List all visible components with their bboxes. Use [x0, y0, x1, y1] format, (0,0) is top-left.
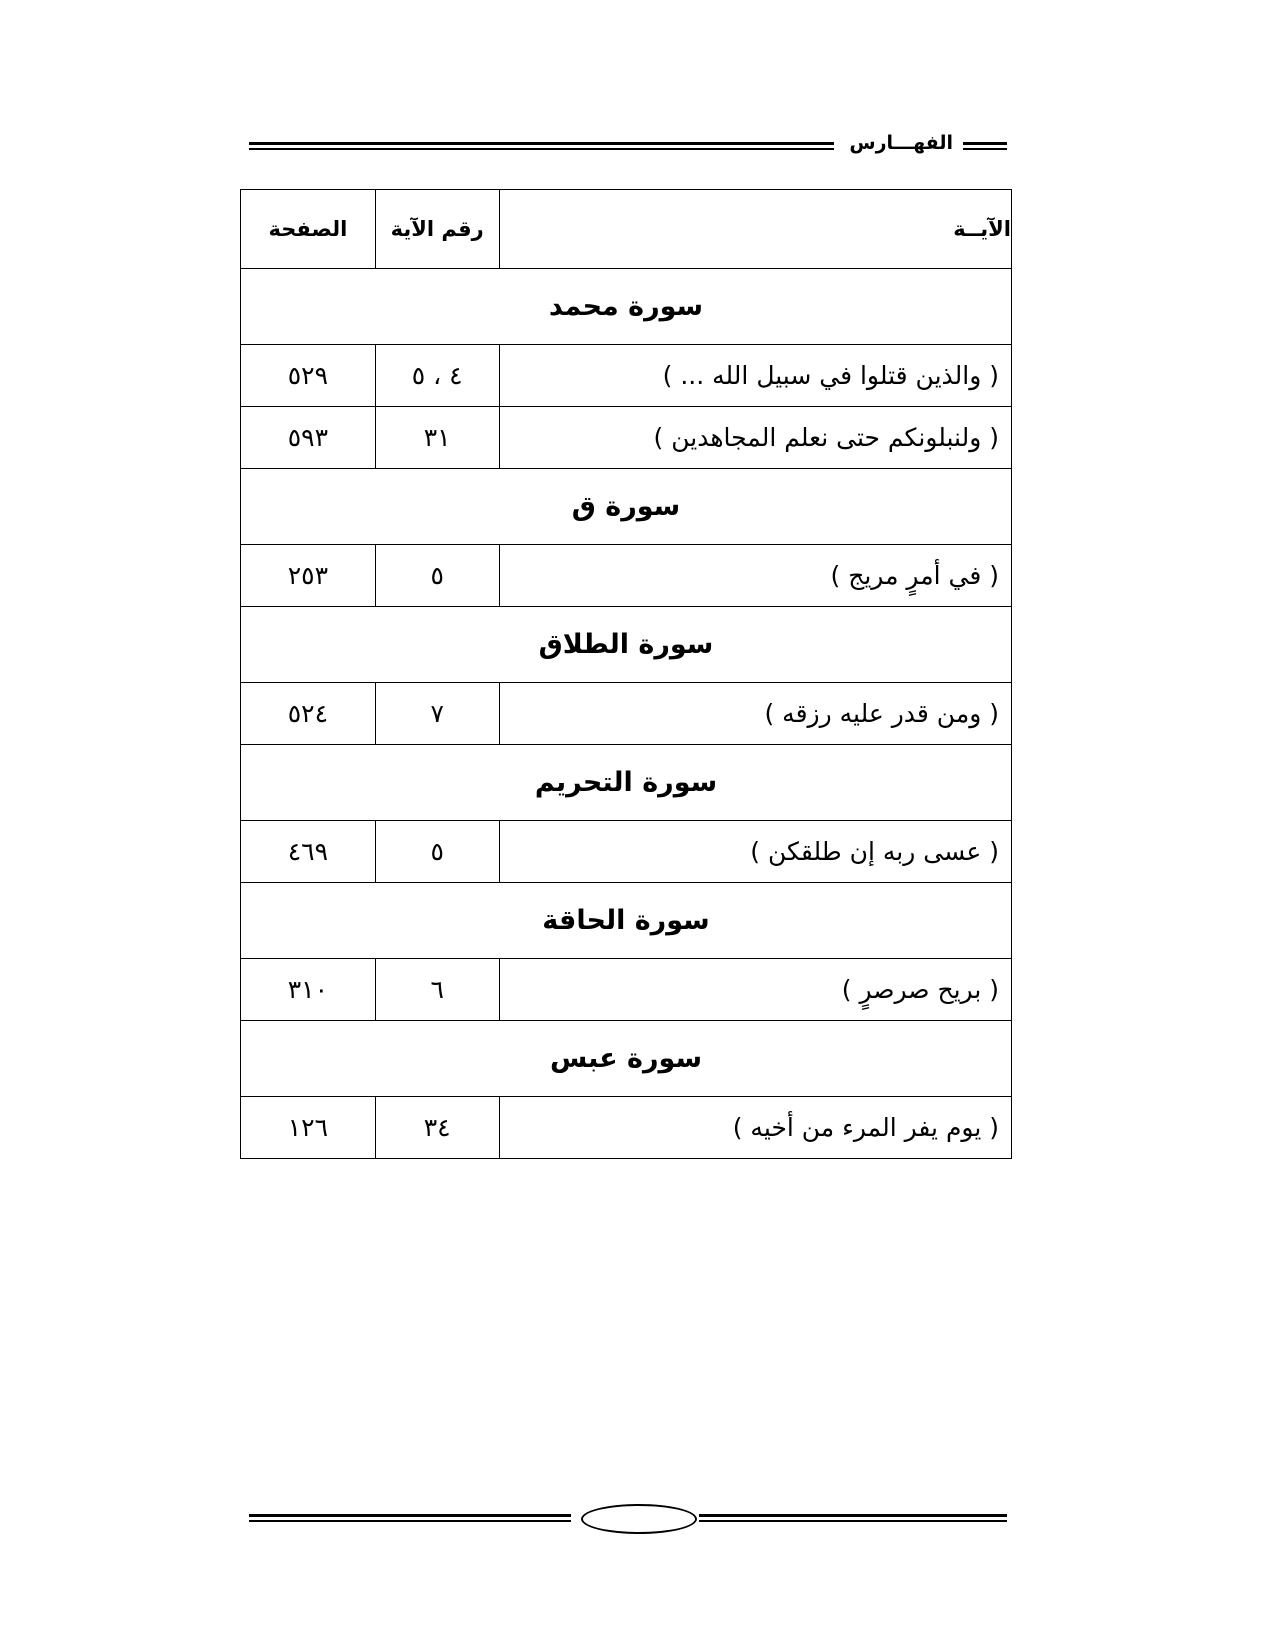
- table-row: [241, 959, 1012, 1021]
- verse-number: ٥: [375, 545, 499, 607]
- column-header-verse: الآيــة: [499, 190, 1012, 269]
- column-header-verse-number: رقم الآية: [375, 190, 499, 269]
- verse-text: ( بريح صرصرٍ ): [499, 959, 1012, 1021]
- surah-heading-row: [241, 269, 1012, 345]
- page-number: ٥٩٣: [241, 407, 376, 469]
- header-rule: [249, 142, 834, 150]
- table-header-row: [241, 190, 1012, 269]
- surah-heading-row: [241, 607, 1012, 683]
- column-header-page: الصفحة: [241, 190, 376, 269]
- table-row: [241, 407, 1012, 469]
- surah-heading-row: [241, 745, 1012, 821]
- surah-title: سورة الحاقة: [241, 883, 1012, 959]
- verse-number: ٥: [375, 821, 499, 883]
- footer-rule-right: [699, 1514, 1007, 1522]
- verse-number: ٣١: [375, 407, 499, 469]
- surah-heading-row: [241, 469, 1012, 545]
- page-number-oval: [581, 1504, 697, 1534]
- verse-text: ( في أمرٍ مريج ): [499, 545, 1012, 607]
- table-row: [241, 545, 1012, 607]
- verse-number: ٤ ، ٥: [375, 345, 499, 407]
- surah-title: سورة التحريم: [241, 745, 1012, 821]
- table-row: [241, 683, 1012, 745]
- page-number: ٥٢٤: [241, 683, 376, 745]
- header-title: الفهـــارس: [849, 132, 953, 154]
- header-rule-short: [963, 142, 1007, 150]
- verse-number: ٣٤: [375, 1097, 499, 1159]
- footer-rule-left: [249, 1514, 571, 1522]
- verse-text: ( ولنبلونكم حتى نعلم المجاهدين ): [499, 407, 1012, 469]
- table-row: [241, 1097, 1012, 1159]
- running-header: [249, 134, 1007, 158]
- verse-number: ٧: [375, 683, 499, 745]
- verse-number: ٦: [375, 959, 499, 1021]
- surah-title: سورة ق: [241, 469, 1012, 545]
- surah-heading-row: [241, 1021, 1012, 1097]
- surah-title: سورة عبس: [241, 1021, 1012, 1097]
- surah-title: سورة الطلاق: [241, 607, 1012, 683]
- verse-text: ( يوم يفر المرء من أخيه ): [499, 1097, 1012, 1159]
- verse-index-table: [240, 189, 1012, 1159]
- page-number: ١٢٦: [241, 1097, 376, 1159]
- surah-heading-row: [241, 883, 1012, 959]
- verse-text: ( عسى ربه إن طلقكن ): [499, 821, 1012, 883]
- verse-text: ( ومن قدر عليه رزقه ): [499, 683, 1012, 745]
- page-number: ٣١٠: [241, 959, 376, 1021]
- page-number: ٥٢٩: [241, 345, 376, 407]
- surah-title: سورة محمد: [241, 269, 1012, 345]
- page-number: ٢٥٣: [241, 545, 376, 607]
- table-row: [241, 821, 1012, 883]
- table-row: [241, 345, 1012, 407]
- page-footer: [249, 1504, 1007, 1534]
- page-number: ٤٦٩: [241, 821, 376, 883]
- verse-text: ( والذين قتلوا في سبيل الله ... ): [499, 345, 1012, 407]
